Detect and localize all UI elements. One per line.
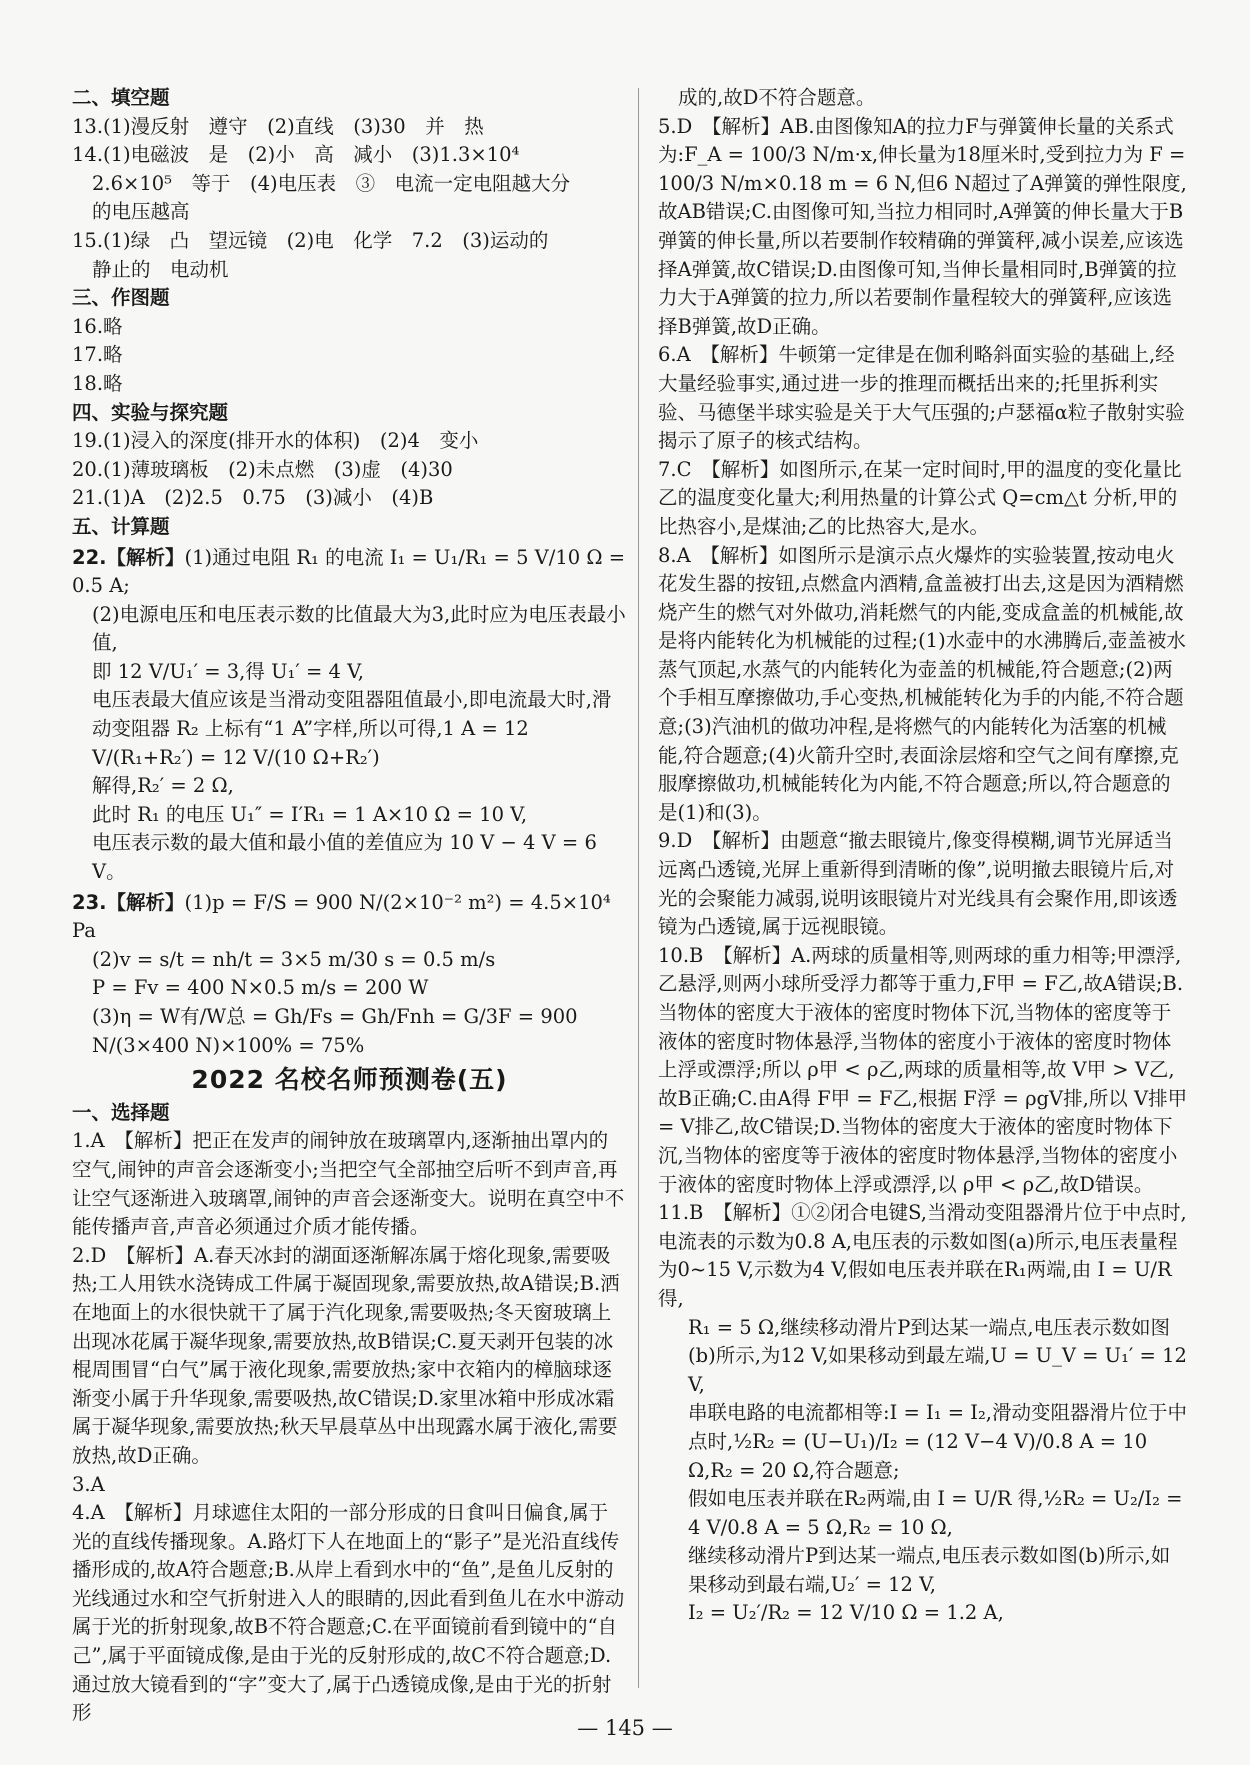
answer-14-line3: 的电压越高 — [92, 200, 190, 224]
answer-22-part6: 此时 R₁ 的电压 U₁″ = I′R₁ = 1 A×10 Ω = 10 V, — [92, 802, 528, 826]
answer-23-part3: P = Fv = 400 N×0.5 m/s = 200 W — [92, 976, 429, 1000]
answer-23-part4: (3)η = W有/W总 = Gh/Fs = Gh/Fnh = G/3F = 900 N/(3×400 N)×100% = 75% — [92, 1005, 578, 1057]
choice-answer-11-part5: 继续移动滑片P到达某一端点,电压表示数如图(b)所示,如果移动到最右端,U₂′ = 12 V, — [688, 1544, 1171, 1596]
answer-22-part2: (2)电源电压和电压表示数的比值最大为3,此时应为电压表最小值, — [92, 602, 626, 655]
answer-22-part7: 电压表示数的最大值和最小值的差值应为 10 V − 4 V = 6 V。 — [92, 831, 597, 884]
answer-18: 18.略 — [72, 371, 123, 395]
answer-22-part3: 即 12 V/U₁′ = 3,得 U₁′ = 4 V, — [92, 659, 364, 683]
answer-19: 19.(1)浸入的深度(排开水的体积) (2)4 变小 — [72, 429, 479, 453]
answer-22-part4: 电压表最大值应该是当滑动变阻器阻值最小,即电流最大时,滑动变阻器 R₂ 上标有“1 A”字样,所以可得,1 A = 12 V/(R₁+R₂′) = 12 V/(10 Ω+R₂′) — [92, 688, 612, 769]
choice-answer-4: 4.A 【解析】月球遮住太阳的一部分形成的日食叫日偏食,属于光的直线传播现象。A.路灯下人在地面上的“影子”是光沿直线传播形成的,故A符合题意;B.从岸上看到水中的“鱼”,是鱼儿反射的光线通过水和空气折射进入人的眼睛的,因此看到鱼儿在水中游动属于光的折射现象,故B不符合题意;C.在平面镜前看到镜中的“自己”,属于平面镜成像,是由于光的反射形成的,故C不符合题意;D.通过放大镜看到的“字”变大了,属于凸透镜成像,是由于光的折射形 — [72, 1501, 625, 1725]
choice-answer-11-part1: 11.B 【解析】①②闭合电键S,当滑动变阻器滑片位于中点时,电流表的示数为0.8 A,电压表的示数如图(a)所示,电压表量程为0~15 V,示数为4 V,假如电压表并联在R₁两端,由 I = U/R 得, — [658, 1201, 1187, 1310]
choice-answer-11-part3: 串联电路的电流都相等:I = I₁ = I₂,滑动变阻器滑片位于中点时,½R₂ = (U−U₁)/I₂ = (12 V−4 V)/0.8 A = 10 Ω,R₂ = 20 Ω,符合题意; — [688, 1401, 1187, 1482]
left-column — [72, 84, 627, 1728]
section-header-fill: 二、填空题 — [72, 86, 170, 109]
answer-14-line1: 14.(1)电磁波 是 (2)小 高 减小 (3)1.3×10⁴ — [72, 143, 520, 167]
section-header-experiment: 四、实验与探究题 — [72, 400, 229, 424]
choice-answer-11-part2: R₁ = 5 Ω,继续移动滑片P到达某一端点,电压表示数如图(b)所示,为12 V,如果移动到最左端,U = U_V = U₁′ = 12 V, — [688, 1315, 1187, 1396]
answer-23-line1 — [72, 889, 627, 946]
answer-22-part1: (1)通过电阻 R₁ 的电流 I₁ = U₁/R₁ = 5 V/10 Ω = 0.5 A; — [72, 545, 626, 598]
answer-15-line1: 15.(1)绿 凸 望远镜 (2)电 化学 7.2 (3)运动的 — [72, 228, 549, 252]
column-divider — [638, 88, 639, 1688]
choice-answer-11-part6: I₂ = U₂′/R₂ = 12 V/10 Ω = 1.2 A, — [688, 1601, 1004, 1625]
section-header-choice: 一、选择题 — [72, 1100, 170, 1124]
answer-22-line1 — [72, 544, 627, 601]
answer-15-line2: 静止的 电动机 — [92, 257, 229, 281]
answer-21: 21.(1)A (2)2.5 0.75 (3)减小 (4)B — [72, 486, 434, 510]
exam-title: 2022 名校名师预测卷(五) — [191, 1065, 508, 1095]
answer-16: 16.略 — [72, 314, 123, 338]
choice-answer-3: 3.A — [72, 1472, 105, 1496]
choice-answer-2: 2.D 【解析】A.春天冰封的湖面逐渐解冻属于熔化现象,需要吸热;工人用铁水浇铸成工件属于凝固现象,需要放热,故A错误;B.洒在地面上的水很快就干了属于汽化现象,需要吸热;冬天窗玻璃上出现冰花属于凝华现象,需要放热,故B错误;C.夏天剥开包装的冰棍周围冒“白气”属于液化现象,需要放热;家中衣箱内的樟脑球逐渐变小属于升华现象,需要吸热,故C错误;D.家里冰箱中形成冰霜属于凝华现象,需要放热;秋天早晨草丛中出现露水属于液化,需要放热,故D正确。 — [72, 1243, 620, 1467]
answer-20: 20.(1)薄玻璃板 (2)未点燃 (3)虚 (4)30 — [72, 457, 453, 481]
choice-answer-7: 7.C 【解析】如图所示,在某一定时间时,甲的温度的变化量比乙的温度变化量大;利用热量的计算公式 Q=cm△t 分析,甲的比热容小,是煤油;乙的比热容大,是水。 — [658, 457, 1182, 538]
choice-answer-8: 8.A 【解析】如图所示是演示点火爆炸的实验装置,按动电火花发生器的按钮,点燃盒内酒精,盒盖被打出去,这是因为酒精燃烧产生的燃气对外做功,消耗燃气的内能,变成盒盖的机械能,故是将内能转化为机械能的过程;(1)水壶中的水沸腾后,壶盖被水蒸气顶起,水蒸气的内能转化为壶盖的机械能,符合题意;(2)两个手相互摩擦做功,手心变热,机械能转化为手的内能,不符合题意;(3)汽油机的做功冲程,是将燃气的内能转化为活塞的机械能,符合题意;(4)火箭升空时,表面涂层熔和空气之间有摩擦,克服摩擦做功,机械能转化为内能,不符合题意;所以,符合题意的是(1)和(3)。 — [658, 543, 1186, 824]
section-header-calc: 五、计算题 — [72, 514, 170, 538]
choice-answer-9: 9.D 【解析】由题意“撤去眼镜片,像变得模糊,调节光屏适当远离凸透镜,光屏上重新得到清晰的像”,说明撤去眼镜片后,对光的会聚能力减弱,说明该眼镜片对光线具有会聚作用,即该透镜为凸透镜,属于远视眼镜。 — [658, 829, 1178, 939]
answer-23-tag: 23.【解析】 — [72, 890, 185, 914]
answer-22-part5: 解得,R₂′ = 2 Ω, — [92, 774, 234, 798]
answer-13: 13.(1)漫反射 遵守 (2)直线 (3)30 并 热 — [72, 114, 484, 138]
choice-answer-6: 6.A 【解析】牛顿第一定律是在伽利略斜面实验的基础上,经大量经验事实,通过进一步的推理而概括出来的;托里拆利实验、马德堡半球实验是关于大气压强的;卢瑟福α粒子散射实验揭示了原子的核式结构。 — [658, 343, 1185, 453]
section-header-draw: 三、作图题 — [72, 286, 170, 310]
choice-answer-10: 10.B 【解析】A.两球的质量相等,则两球的重力相等;甲漂浮,乙悬浮,则两小球所受浮力都等于重力,F甲 = F乙,故A错误;B.当物体的密度大于液体的密度时物体下沉,当物体的密度等于液体的密度时物体悬浮,当物体的密度小于液体的密度时物体上浮或漂浮;所以 ρ甲 < ρ乙,两球的质量相等,故 V甲 > V乙,故B正确;C.由A得 F甲 = F乙,根据 F浮 = ρgV排,所以 V排甲 = V排乙,故C错误;D.当物体的密度大于液体的密度时物体下沉,当物体的密度等于液体的密度时物体悬浮,当物体的密度小于液体的密度时物体上浮或漂浮,以 ρ甲 < ρ乙,故D错误。 — [658, 943, 1188, 1196]
page-number: — 145 — — [577, 1716, 673, 1740]
choice-answer-5: 5.D 【解析】AB.由图像知A的拉力F与弹簧伸长量的关系式为:F_A = 100/3 N/m·x,伸长量为18厘米时,受到拉力为 F = 100/3 N/m×0.18 m = 6 N,但6 N超过了A弹簧的弹性限度,故AB错误;C.由图像可知,当拉力相同时,A弹簧的伸长量大于B弹簧的伸长量,所以若要制作较精确的弹簧秤,减小误差,应该选择A弹簧,故C错误;D.由图像可知,当伸长量相同时,B弹簧的拉力大于A弹簧的拉力,所以若要制作量程较大的弹簧秤,应该选择B弹簧,故D正确。 — [658, 114, 1187, 338]
answer-14-line2: 2.6×10⁵ 等于 (4)电压表 ③ 电流一定电阻越大分 — [92, 171, 571, 195]
answer-23-part2: (2)v = s/t = nh/t = 3×5 m/30 s = 0.5 m/s — [92, 947, 496, 971]
answer-23-part1: (1)p = F/S = 900 N/(2×10⁻² m²) = 4.5×10⁴ Pa — [72, 890, 611, 943]
choice-answer-11-part4: 假如电压表并联在R₂两端,由 I = U/R 得,½R₂ = U₂/I₂ = 4 V/0.8 A = 5 Ω,R₂ = 10 Ω, — [688, 1487, 1183, 1539]
right-column — [658, 84, 1188, 1628]
answer-22-tag: 22.【解析】 — [72, 545, 185, 569]
choice-answer-4-end: 成的,故D不符合题意。 — [678, 86, 876, 109]
choice-answer-1: 1.A 【解析】把正在发声的闹钟放在玻璃罩内,逐渐抽出罩内的空气,闹钟的声音会逐渐变小;当把空气全部抽空后听不到声音,再让空气逐渐进入玻璃罩,闹钟的声音会逐渐变大。说明在真空中不能传播声音,声音必须通过介质才能传播。 — [72, 1129, 625, 1239]
answer-17: 17.略 — [72, 343, 123, 367]
